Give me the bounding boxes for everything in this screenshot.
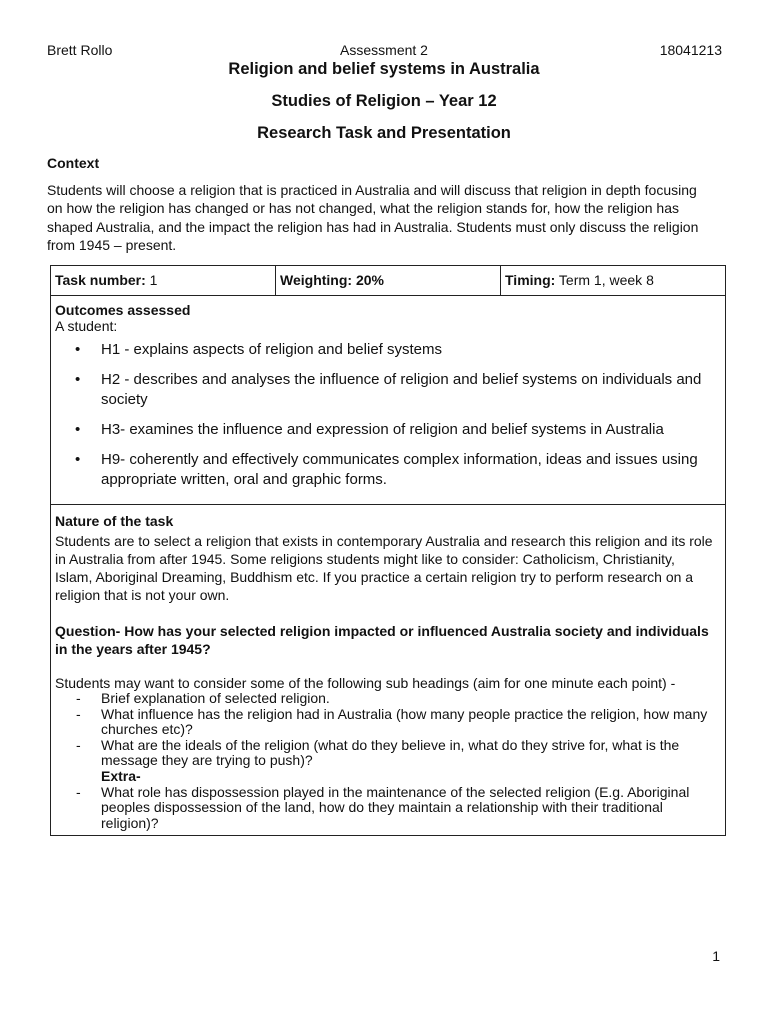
- course-title: Studies of Religion – Year 12: [271, 92, 497, 110]
- question-line: Question- How has your selected religion impacted or influenced Australia society and individuals: [55, 623, 709, 639]
- outcomes-cell: [51, 296, 726, 505]
- nature-paragraph: [55, 532, 721, 604]
- subheading-item: - What role has dispossession played in the maintenance of the selected religion (E.g. Aboriginal peoples dispossession of the land, how do they maintain a relationship with their traditional religion)?: [76, 783, 690, 831]
- nature-heading: Nature of the task: [55, 513, 174, 529]
- dash-icon: -: [76, 705, 81, 722]
- outcomes-list: [55, 340, 721, 490]
- nature-line: religion that is not your own.: [55, 587, 230, 603]
- dash-icon: -: [76, 736, 81, 753]
- outcomes-intro: A student:: [55, 318, 118, 334]
- timing-value: Term 1, week 8: [555, 272, 654, 288]
- outcome-item: • H9- coherently and effectively communicates complex information, ideas and issues using appropriate written, oral and graphic forms.: [75, 451, 698, 488]
- bullet-icon: •: [75, 341, 81, 358]
- outcome-item: • H1 - explains aspects of religion and belief systems: [75, 341, 443, 358]
- outcomes-row: [51, 296, 726, 505]
- bullet-icon: •: [75, 371, 81, 388]
- task-number-label: Task number:: [55, 272, 146, 288]
- task-number-value: 1: [145, 272, 158, 288]
- weighting-label: Weighting: 20%: [280, 272, 384, 288]
- extra-label: Extra-: [101, 767, 141, 784]
- context-line: Students will choose a religion that is practiced in Australia and will discuss that religion in depth focusing: [47, 182, 697, 198]
- task-number-cell: [51, 266, 276, 296]
- outcomes-heading: Outcomes assessed: [55, 302, 191, 318]
- subheading-item: - What influence has the religion had in Australia (how many people practice the religion, how many churches etc)?: [76, 705, 708, 738]
- document-title: Religion and belief systems in Australia: [228, 60, 540, 78]
- timing-cell: [501, 266, 726, 296]
- question-line: in the years after 1945?: [55, 641, 211, 657]
- context-line: shaped Australia, and the impact the religion has had in Australia. Students must only discuss the religion: [47, 218, 699, 235]
- subheading-item: - Brief explanation of selected religion.: [76, 690, 330, 706]
- subheadings-list: [55, 691, 721, 831]
- task-table: [50, 265, 726, 836]
- subheadings-intro: Students may want to consider some of the following sub headings (aim for one minute each point) -: [55, 675, 676, 691]
- nature-cell: [51, 505, 726, 836]
- context-line: from 1945 – present.: [47, 236, 177, 253]
- dash-icon: -: [76, 690, 81, 706]
- outcome-item: • H3- examines the influence and expression of religion and belief systems in Australia: [75, 421, 664, 438]
- task-info-row: [51, 266, 726, 296]
- bullet-icon: •: [75, 451, 81, 468]
- nature-row: [51, 505, 726, 836]
- page-number: 1: [712, 948, 720, 964]
- subheading-item: - What are the ideals of the religion (what do they believe in, what do they strive for, what is the message they are trying to push)?: [76, 736, 680, 769]
- bullet-icon: •: [75, 421, 81, 438]
- context-paragraph: [47, 181, 727, 254]
- dash-icon: -: [76, 783, 81, 800]
- header-author: Brett Rollo: [47, 42, 113, 58]
- nature-line: Students are to select a religion that exists in contemporary Australia and research this religion and its role: [55, 533, 713, 549]
- task-title: Research Task and Presentation: [257, 124, 511, 142]
- context-heading: Context: [47, 155, 100, 171]
- nature-line: in Australia from after 1945. Some religions students might like to consider: Catholicism, Christianity,: [55, 551, 675, 567]
- weighting-cell: [276, 266, 501, 296]
- nature-line: Islam, Aboriginal Dreaming, Buddhism etc. If you practice a certain religion try to perform research on a: [55, 569, 694, 585]
- outcome-item: • H2 - describes and analyses the influence of religion and belief systems on individuals and society: [75, 371, 702, 408]
- timing-label: Timing:: [505, 272, 556, 288]
- header-assessment: Assessment 2: [340, 42, 428, 58]
- task-question: [55, 622, 721, 658]
- header-student-id: 18041213: [659, 42, 722, 58]
- context-line: on how the religion has changed or has not changed, what the religion stands for, how the religion has: [47, 200, 679, 217]
